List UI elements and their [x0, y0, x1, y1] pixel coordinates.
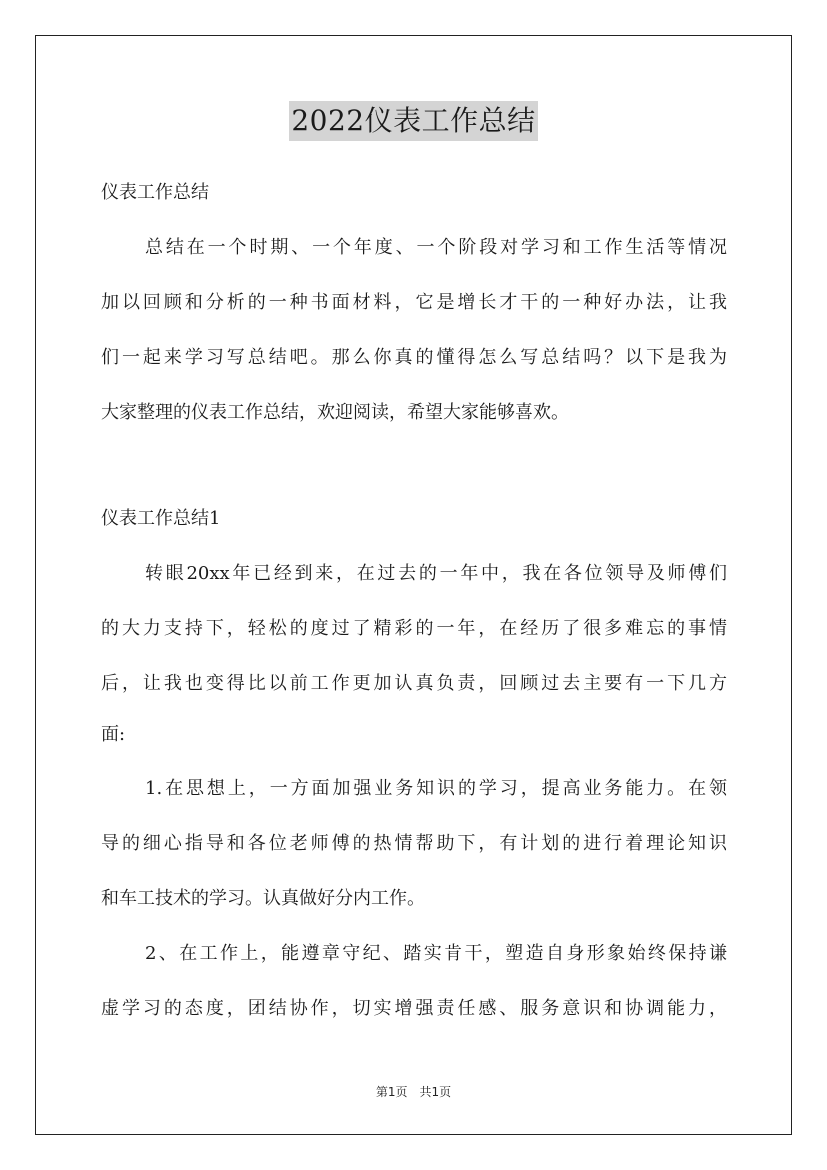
paragraph-line: 总结在一个时期、一个年度、一个阶段对学习和工作生活等情况 [145, 237, 727, 258]
paragraph-line: 后，让我也变得比以前工作更加认真负责，回顾过去主要有一下几方 [101, 673, 727, 694]
paragraph-line: 虚学习的态度，团结协作，切实增强责任感、服务意识和协调能力， [101, 998, 727, 1019]
paragraph-line: 1.在思想上，一方面加强业务知识的学习，提高业务能力。在领 [145, 778, 727, 799]
section-heading: 仪表工作总结 [101, 182, 209, 203]
section-heading: 仪表工作总结1 [101, 508, 221, 529]
paragraph-line: 导的细心指导和各位老师傅的热情帮助下，有计划的进行着理论知识 [101, 833, 727, 854]
paragraph-line: 们一起来学习写总结吧。那么你真的懂得怎么写总结吗？以下是我为 [101, 347, 727, 368]
paragraph-line: 大家整理的仪表工作总结，欢迎阅读，希望大家能够喜欢。 [101, 402, 569, 423]
paragraph-line: 2、在工作上，能遵章守纪、踏实肯干，塑造自身形象始终保持谦 [145, 943, 727, 964]
paragraph-line: 的大力支持下，轻松的度过了精彩的一年，在经历了很多难忘的事情 [101, 618, 727, 639]
page-footer: 第1页 共1页 [375, 1085, 452, 1099]
document-title: 2022仪表工作总结 [289, 101, 537, 141]
paragraph-line: 和车工技术的学习。认真做好分内工作。 [101, 888, 425, 909]
paragraph-line: 面: [101, 724, 126, 745]
paragraph-line: 加以回顾和分析的一种书面材料，它是增长才干的一种好办法，让我 [101, 292, 727, 313]
paragraph-line: 转眼20xx年已经到来，在过去的一年中，我在各位领导及师傅们 [145, 563, 727, 584]
